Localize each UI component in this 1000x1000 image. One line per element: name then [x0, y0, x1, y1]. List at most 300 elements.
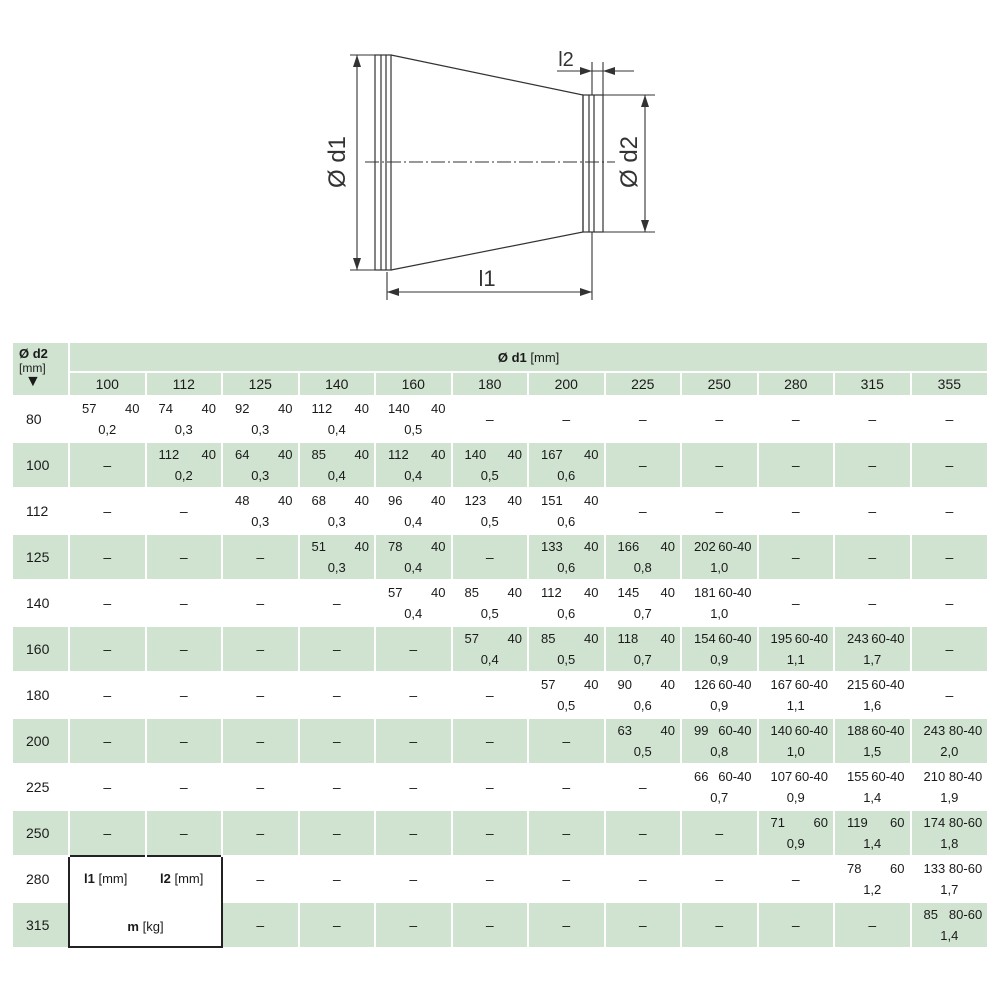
dash: – [179, 733, 188, 749]
column-header-d1-100: 100 [69, 372, 146, 396]
dash: – [638, 871, 647, 887]
dash: – [179, 503, 188, 519]
dash: – [945, 457, 954, 473]
cell-mass: 1,4 [863, 836, 882, 851]
cell-l2: 40 [354, 401, 369, 416]
cell-mass: 0,2 [174, 468, 193, 483]
table-cell-empty [299, 810, 376, 856]
table-cell-empty [605, 764, 682, 810]
cell-l1: 51 [311, 539, 326, 554]
cell-l2: 40 [201, 401, 216, 416]
row-header-d2-225: 225 [13, 764, 69, 810]
cell-l2: 80-40 [948, 769, 983, 784]
dash: – [638, 917, 647, 933]
table-cell-empty [69, 534, 146, 580]
dash: – [791, 871, 800, 887]
cell-l2: 60-40 [718, 677, 752, 692]
table-cell-empty [146, 626, 223, 672]
dash: – [485, 733, 494, 749]
reducer-drawing [0, 0, 1000, 330]
column-header-row [13, 372, 987, 396]
dash: – [256, 641, 265, 657]
cell-l2: 80-60 [948, 907, 983, 922]
column-header-d1-125: 125 [222, 372, 299, 396]
cell-l2: 60-40 [718, 723, 752, 738]
dash: – [638, 825, 647, 841]
dash: – [256, 871, 265, 887]
table-cell-empty [758, 534, 835, 580]
dash: – [791, 549, 800, 565]
table-cell-empty [299, 672, 376, 718]
cell-l1: 140 [388, 401, 410, 416]
column-header-d1-200: 200 [528, 372, 605, 396]
dash: – [409, 871, 418, 887]
cell-l2: 40 [660, 677, 675, 692]
cell-l1: 71 [770, 815, 785, 830]
table-cell-empty [681, 488, 758, 534]
table-cell-empty [299, 856, 376, 902]
cell-mass: 0,5 [404, 422, 423, 437]
dash: – [103, 595, 112, 611]
table-row [13, 810, 987, 856]
table-cell-empty [69, 580, 146, 626]
cell-mass: 0,4 [480, 652, 499, 667]
cell-l1: 107 [770, 769, 793, 784]
dash: – [868, 549, 877, 565]
table-cell-empty [834, 534, 911, 580]
cell-l2: 40 [431, 585, 446, 600]
dash: – [562, 779, 571, 795]
cell-l2: 40 [278, 447, 293, 462]
table-cell [528, 442, 605, 488]
d1-header-cell [69, 343, 987, 372]
dash: – [562, 825, 571, 841]
d2-header-cell [13, 343, 69, 396]
dash: – [715, 871, 724, 887]
legend-m: m [kg] [127, 919, 164, 934]
dash: – [256, 549, 265, 565]
dash: – [562, 917, 571, 933]
dash: – [332, 779, 341, 795]
table-cell [834, 856, 911, 902]
table-cell [681, 626, 758, 672]
table-row [13, 580, 987, 626]
table-cell-empty [681, 810, 758, 856]
table-cell-empty [452, 672, 529, 718]
table-cell [146, 396, 223, 442]
dash: – [791, 595, 800, 611]
table-cell [605, 626, 682, 672]
table-cell [452, 580, 529, 626]
table-cell-empty [528, 856, 605, 902]
table-cell-empty [375, 626, 452, 672]
table-cell [758, 810, 835, 856]
table-cell [69, 396, 146, 442]
table-cell-empty [222, 764, 299, 810]
cell-l1: 118 [617, 631, 639, 646]
cell-l2: 40 [584, 539, 599, 554]
table-cell [681, 718, 758, 764]
cell-mass: 2,0 [940, 744, 959, 759]
cell-mass: 1,7 [863, 652, 882, 667]
legend-box [69, 856, 222, 947]
cell-l1: 243 [847, 631, 869, 646]
large-end-collar [375, 55, 391, 270]
table-cell-empty [758, 856, 835, 902]
table-cell [911, 718, 988, 764]
dash: – [409, 917, 418, 933]
cell-l2: 40 [431, 447, 446, 462]
cell-mass: 1,9 [940, 790, 959, 805]
cell-mass: 0,5 [633, 744, 652, 759]
dash: – [791, 457, 800, 473]
cell-mass: 1,8 [940, 836, 959, 851]
table-row [13, 534, 987, 580]
table-cell [452, 626, 529, 672]
cell-l1: 78 [388, 539, 403, 554]
dash: – [179, 595, 188, 611]
row-header-d2-100: 100 [13, 442, 69, 488]
cell-mass: 1,4 [863, 790, 882, 805]
row-header-d2-200: 200 [13, 718, 69, 764]
table-cell-empty [758, 580, 835, 626]
cell-mass: 0,7 [710, 790, 729, 805]
cell-l2: 60-40 [718, 769, 752, 784]
cell-l1: 92 [235, 401, 250, 416]
table-cell [605, 672, 682, 718]
table-cell [299, 396, 376, 442]
table-cell [375, 396, 452, 442]
table-row [13, 718, 987, 764]
dash: – [791, 917, 800, 933]
table-cell-empty [834, 488, 911, 534]
table-cell [911, 902, 988, 947]
dash: – [485, 825, 494, 841]
dimension-table [13, 343, 987, 948]
cell-l1: 57 [82, 401, 97, 416]
cell-l1: 243 [923, 723, 946, 738]
dash: – [945, 503, 954, 519]
table-cell-empty [375, 672, 452, 718]
dash: – [485, 917, 494, 933]
table-cell-empty [452, 856, 529, 902]
dash: – [868, 917, 877, 933]
table-cell [528, 626, 605, 672]
table-body [13, 396, 987, 947]
table-cell-empty [146, 672, 223, 718]
table-cell-empty [758, 396, 835, 442]
dash: – [332, 595, 341, 611]
table-cell-empty [911, 580, 988, 626]
cell-mass: 1,0 [786, 744, 805, 759]
table-cell-empty [681, 856, 758, 902]
dash: – [562, 733, 571, 749]
cell-mass: 0,9 [710, 652, 729, 667]
d2-unit: [mm] [19, 361, 46, 375]
table-cell [528, 488, 605, 534]
table-cell [681, 534, 758, 580]
table-cell [834, 672, 911, 718]
table-cell [299, 442, 376, 488]
table-cell-empty [146, 580, 223, 626]
table-cell-empty [834, 396, 911, 442]
dash: – [715, 503, 724, 519]
table-cell-empty [834, 580, 911, 626]
table-cell [528, 580, 605, 626]
cell-l1: 151 [541, 493, 563, 508]
d1-header: Ø d1 [497, 349, 527, 365]
cell-l2: 40 [660, 585, 675, 600]
cell-l1: 140 [770, 723, 793, 738]
table-cell-empty [146, 810, 223, 856]
table-cell [605, 580, 682, 626]
table-cell [681, 764, 758, 810]
table-cell-empty [528, 718, 605, 764]
cell-l1: 123 [464, 493, 487, 508]
cell-l2: 60 [813, 815, 828, 830]
dash: – [638, 779, 647, 795]
table-cell [834, 626, 911, 672]
table-cell [681, 672, 758, 718]
l2-label: l2 [558, 49, 574, 71]
table-cell [528, 672, 605, 718]
table-cell-empty [528, 396, 605, 442]
table-cell-empty [69, 488, 146, 534]
table-cell-empty [299, 580, 376, 626]
down-arrow-icon: ▼ [25, 373, 41, 390]
dash: – [485, 871, 494, 887]
row-header-d2-160: 160 [13, 626, 69, 672]
table-cell-empty [605, 810, 682, 856]
cell-l2: 40 [584, 631, 599, 646]
dash: – [103, 641, 112, 657]
cell-l1: 145 [617, 585, 640, 600]
table-cell-empty [375, 856, 452, 902]
table-cell-empty [758, 442, 835, 488]
cell-l1: 112 [158, 447, 180, 462]
row-header-d2-125: 125 [13, 534, 69, 580]
dash: – [256, 733, 265, 749]
table-cell [452, 488, 529, 534]
cell-l1: 112 [388, 447, 409, 462]
cell-mass: 0,9 [710, 698, 729, 713]
table-cell [911, 810, 988, 856]
row-header-d2-140: 140 [13, 580, 69, 626]
table-cell-empty [758, 488, 835, 534]
cell-mass: 1,7 [940, 882, 959, 897]
cell-mass: 0,6 [557, 514, 576, 529]
dash: – [562, 871, 571, 887]
cell-l2: 40 [431, 539, 446, 554]
cell-l2: 40 [660, 539, 675, 554]
table-cell-empty [911, 672, 988, 718]
cell-mass: 0,8 [710, 744, 729, 759]
table-cell-empty [69, 718, 146, 764]
cell-l1: 133 [923, 861, 946, 876]
cell-l1: 90 [617, 677, 632, 692]
table-cell-empty [911, 626, 988, 672]
cell-l2: 80-60 [948, 815, 983, 830]
cell-l1: 202 [694, 539, 716, 554]
table-cell-empty [452, 718, 529, 764]
cell-mass: 0,5 [480, 468, 499, 483]
table-cell [758, 626, 835, 672]
table-cell-empty [375, 902, 452, 947]
cell-l2: 60-40 [871, 677, 905, 692]
dash: – [638, 503, 647, 519]
dash: – [868, 503, 877, 519]
dash: – [945, 687, 954, 703]
dash: – [103, 733, 112, 749]
cell-l1: 181 [694, 585, 716, 600]
table-cell-empty [452, 396, 529, 442]
dash: – [945, 549, 954, 565]
d2-header: Ø d2 [19, 346, 48, 361]
dash: – [945, 595, 954, 611]
table-row [13, 488, 987, 534]
column-header-d1-280: 280 [758, 372, 835, 396]
cell-l2: 40 [507, 585, 522, 600]
cell-mass: 1,1 [786, 652, 805, 667]
table-cell-empty [146, 534, 223, 580]
table-cell [375, 442, 452, 488]
table-cell [528, 534, 605, 580]
table-cell-empty [834, 442, 911, 488]
cell-mass: 0,3 [251, 514, 270, 529]
table-cell-empty [222, 902, 299, 947]
table-row [13, 856, 987, 902]
dash: – [256, 595, 265, 611]
row-header-d2-112: 112 [13, 488, 69, 534]
table-cell [452, 442, 529, 488]
table-row [13, 396, 987, 442]
row-header-d2-280: 280 [13, 856, 69, 902]
table-cell [222, 488, 299, 534]
cell-mass: 0,9 [786, 836, 805, 851]
dash: – [868, 411, 877, 427]
dash: – [409, 641, 418, 657]
dash: – [562, 411, 571, 427]
table-cell-empty [605, 856, 682, 902]
table-cell-empty [146, 488, 223, 534]
cell-mass: 1,0 [710, 606, 729, 621]
table-cell [299, 534, 376, 580]
table-cell-empty [222, 718, 299, 764]
legend-l2: l2 [mm] [160, 871, 204, 886]
dash: – [409, 779, 418, 795]
cell-l1: 85 [923, 907, 938, 922]
table-cell-empty [222, 626, 299, 672]
dash: – [179, 549, 188, 565]
cell-l1: 195 [770, 631, 793, 646]
cell-mass: 1,0 [710, 560, 729, 575]
cell-mass: 0,4 [404, 514, 423, 529]
column-header-d1-112: 112 [146, 372, 223, 396]
dash: – [638, 411, 647, 427]
cell-l2: 40 [431, 493, 446, 508]
dash: – [868, 595, 877, 611]
cell-l2: 60-40 [718, 585, 752, 600]
table-cell [758, 764, 835, 810]
dash: – [103, 779, 112, 795]
cell-l1: 112 [541, 585, 562, 600]
cell-mass: 1,1 [786, 698, 805, 713]
dash: – [332, 733, 341, 749]
table-cell-empty [69, 764, 146, 810]
table-cell-empty [69, 672, 146, 718]
table-cell-empty [222, 580, 299, 626]
table-cell-empty [911, 534, 988, 580]
row-header-d2-315: 315 [13, 902, 69, 947]
cell-l1: 174 [923, 815, 946, 830]
dimension-table-container [13, 343, 987, 948]
dash: – [945, 641, 954, 657]
table-cell-empty [911, 488, 988, 534]
cell-mass: 0,4 [404, 560, 423, 575]
cell-l2: 60 [890, 815, 905, 830]
cell-l1: 48 [235, 493, 250, 508]
cell-mass: 0,6 [557, 560, 576, 575]
cell-l2: 60-40 [794, 631, 828, 646]
cell-mass: 1,6 [863, 698, 882, 713]
table-cell-empty [375, 718, 452, 764]
table-cell-empty [605, 442, 682, 488]
cell-mass: 0,8 [633, 560, 652, 575]
cell-l1: 63 [617, 723, 632, 738]
cell-l1: 154 [694, 631, 716, 646]
table-cell-empty [69, 626, 146, 672]
cell-l1: 119 [847, 815, 868, 830]
dash: – [179, 641, 188, 657]
table-row [13, 626, 987, 672]
cell-l1: 188 [847, 723, 869, 738]
dash: – [715, 825, 724, 841]
table-cell-empty [299, 626, 376, 672]
cell-l1: 215 [847, 677, 869, 692]
legend-l1: l1 [mm] [84, 871, 128, 886]
cell-l1: 68 [311, 493, 326, 508]
table-cell [222, 396, 299, 442]
cell-l1: 96 [388, 493, 403, 508]
dash: – [332, 871, 341, 887]
cell-l2: 60-40 [794, 723, 828, 738]
table-cell-empty [681, 902, 758, 947]
table-cell-empty [605, 488, 682, 534]
cell-l2: 40 [201, 447, 216, 462]
cell-l2: 40 [507, 493, 522, 508]
cell-l2: 40 [660, 631, 675, 646]
table-cell-empty [222, 810, 299, 856]
table-cell [299, 488, 376, 534]
cell-l1: 57 [541, 677, 556, 692]
dash: – [256, 779, 265, 795]
dash: – [103, 457, 112, 473]
table-cell [834, 718, 911, 764]
table-cell-empty [146, 718, 223, 764]
dash: – [791, 503, 800, 519]
cell-l2: 60 [890, 861, 905, 876]
cell-mass: 0,4 [327, 422, 346, 437]
cell-mass: 0,2 [98, 422, 117, 437]
table-cell-empty [222, 534, 299, 580]
column-header-d1-355: 355 [911, 372, 988, 396]
table-cell [911, 764, 988, 810]
table-cell [834, 810, 911, 856]
cone-body [391, 55, 583, 270]
cell-l2: 60-40 [794, 677, 828, 692]
cell-l1: 140 [464, 447, 487, 462]
table-cell-empty [69, 810, 146, 856]
